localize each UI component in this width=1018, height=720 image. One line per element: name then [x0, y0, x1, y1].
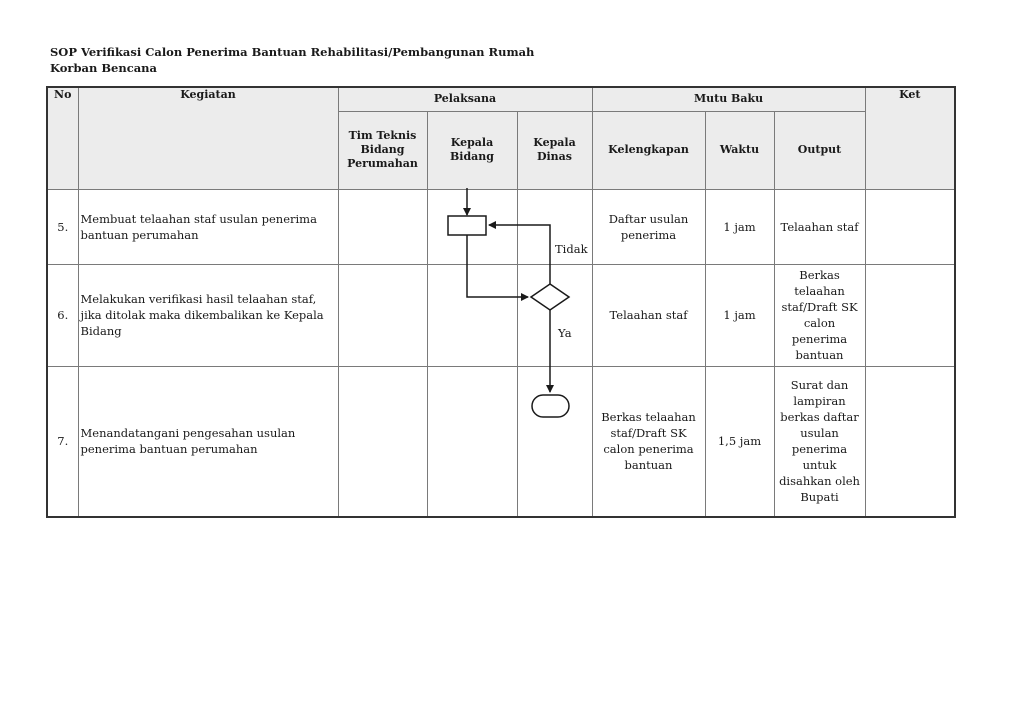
header-tim-teknis: Tim Teknis Bidang Perumahan: [338, 111, 427, 189]
lane-kepala-dinas: [517, 264, 592, 366]
ket-cell: [865, 264, 955, 366]
header-mutu-baku: Mutu Baku: [592, 87, 865, 111]
lane-kepala-dinas: [517, 189, 592, 264]
waktu-cell: 1 jam: [705, 264, 774, 366]
output-cell: Telaahan staf: [774, 189, 865, 264]
header-kepala-bidang: Kepala Bidang: [427, 111, 517, 189]
row-number: 7.: [47, 366, 78, 517]
header-kelengkapan: Kelengkapan: [592, 111, 705, 189]
table-row: [47, 366, 955, 517]
ket-cell: [865, 189, 955, 264]
header-kepala-dinas: Kepala Dinas: [517, 111, 592, 189]
activity-text: Menandatangani pengesahan usulan penerima bantuan perumahan: [78, 366, 338, 517]
header-output: Output: [774, 111, 865, 189]
title-line-2: Korban Bencana: [50, 61, 157, 75]
lane-tim-teknis: [338, 366, 427, 517]
lane-kepala-bidang: [427, 366, 517, 517]
header-pelaksana: Pelaksana: [338, 87, 592, 111]
label-tidak: Tidak: [555, 242, 588, 256]
table-row: [47, 189, 955, 264]
lane-tim-teknis: [338, 189, 427, 264]
waktu-cell: 1,5 jam: [705, 366, 774, 517]
table-row: [47, 264, 955, 366]
header-waktu: Waktu: [705, 111, 774, 189]
row-number: 5.: [47, 189, 78, 264]
waktu-cell: 1 jam: [705, 189, 774, 264]
label-ya: Ya: [558, 326, 572, 340]
output-cell: Surat dan lampiran berkas daftar usulan penerima untuk disahkan oleh Bupati: [774, 366, 865, 517]
lane-kepala-dinas: [517, 366, 592, 517]
kelengkapan-cell: Berkas telaahan staf/Draft SK calon penerima bantuan: [592, 366, 705, 517]
activity-text: Membuat telaahan staf usulan penerima bantuan perumahan: [78, 189, 338, 264]
lane-kepala-bidang: [427, 264, 517, 366]
document-title: [50, 44, 670, 76]
lane-tim-teknis: [338, 264, 427, 366]
kelengkapan-cell: Daftar usulan penerima: [592, 189, 705, 264]
activity-text: Melakukan verifikasi hasil telaahan staf, jika ditolak maka dikembalikan ke Kepala Bidang: [78, 264, 338, 366]
header-ket: Ket: [865, 87, 955, 189]
sop-table: [46, 86, 956, 518]
lane-kepala-bidang: [427, 189, 517, 264]
header-kegiatan: Kegiatan: [78, 87, 338, 189]
row-number: 6.: [47, 264, 78, 366]
ket-cell: [865, 366, 955, 517]
sop-table-container: [46, 86, 954, 516]
output-cell: Berkas telaahan staf/Draft SK calon penerima bantuan: [774, 264, 865, 366]
kelengkapan-cell: Telaahan staf: [592, 264, 705, 366]
header-no: No: [47, 87, 78, 189]
title-line-1: SOP Verifikasi Calon Penerima Bantuan Rehabilitasi/Pembangunan Rumah: [50, 45, 535, 59]
